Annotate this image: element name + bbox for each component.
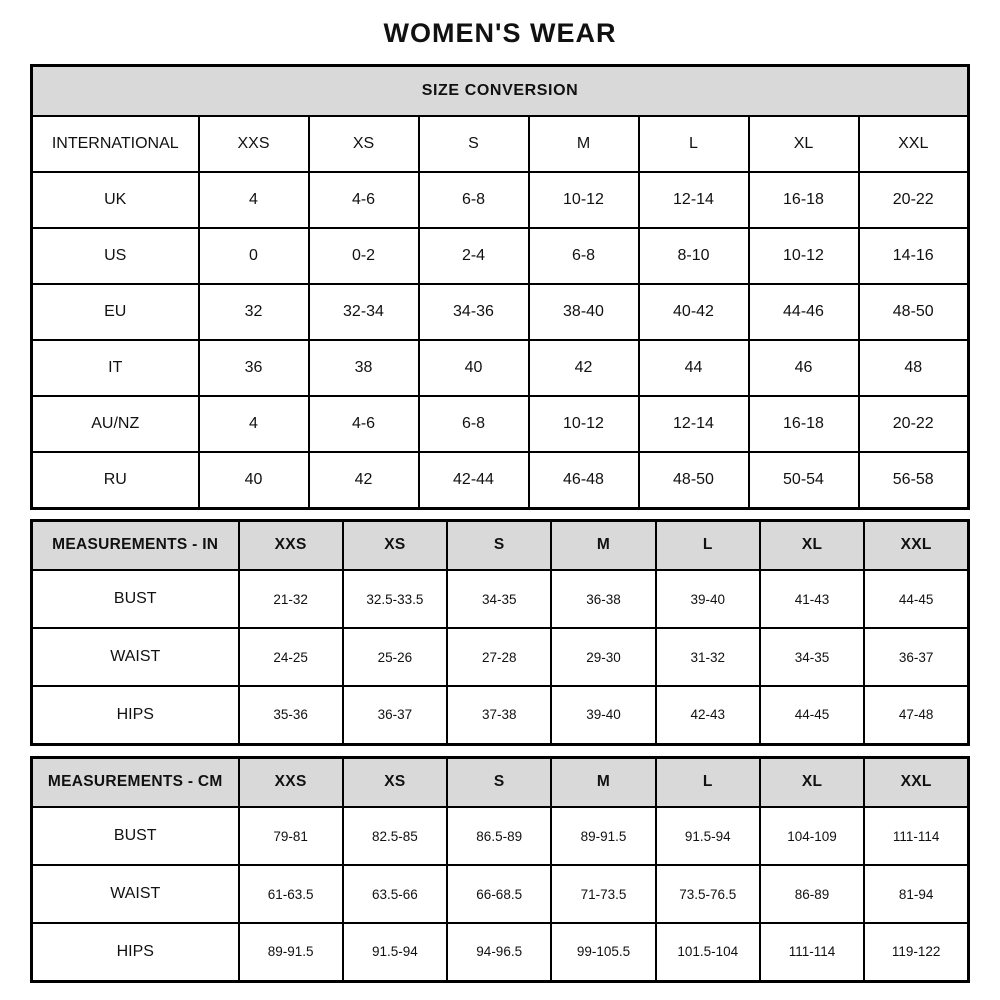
- table-row: [32, 452, 969, 508]
- size-conversion-table: [30, 64, 970, 510]
- value-cell: 44-46: [749, 284, 859, 340]
- value-cell: 99-105.5: [551, 923, 655, 981]
- value-cell: 48: [859, 340, 969, 396]
- size-header-row: [32, 116, 969, 172]
- value-cell: 91.5-94: [343, 923, 447, 981]
- row-label: US: [32, 228, 199, 284]
- value-cell: 119-122: [864, 923, 968, 981]
- size-chart-page: [30, 0, 970, 983]
- value-cell: 71-73.5: [551, 865, 655, 923]
- value-cell: 29-30: [551, 628, 655, 686]
- value-cell: 61-63.5: [239, 865, 343, 923]
- value-cell: 32: [199, 284, 309, 340]
- size-column-header: S: [447, 520, 551, 570]
- value-cell: 12-14: [639, 396, 749, 452]
- value-cell: 86.5-89: [447, 807, 551, 865]
- table-row: [32, 172, 969, 228]
- value-cell: 16-18: [749, 396, 859, 452]
- size-column-header: M: [551, 757, 655, 807]
- value-cell: 47-48: [864, 686, 968, 744]
- value-cell: 20-22: [859, 396, 969, 452]
- table-header-label: INTERNATIONAL: [32, 116, 199, 172]
- size-column-header: XS: [309, 116, 419, 172]
- value-cell: 36-38: [551, 570, 655, 628]
- value-cell: 66-68.5: [447, 865, 551, 923]
- measurements-cm-table: [30, 756, 970, 983]
- value-cell: 111-114: [760, 923, 864, 981]
- size-column-header: XXS: [199, 116, 309, 172]
- page-title: WOMEN'S WEAR: [383, 18, 617, 48]
- size-header-row: [32, 757, 969, 807]
- size-header-row: [32, 520, 969, 570]
- value-cell: 73.5-76.5: [656, 865, 760, 923]
- value-cell: 44-45: [864, 570, 968, 628]
- table-row: [32, 396, 969, 452]
- value-cell: 63.5-66: [343, 865, 447, 923]
- row-label: HIPS: [32, 686, 239, 744]
- value-cell: 40: [199, 452, 309, 508]
- value-cell: 86-89: [760, 865, 864, 923]
- measurements-in-body: [32, 520, 969, 744]
- table-header-label: MEASUREMENTS - CM: [32, 757, 239, 807]
- value-cell: 89-91.5: [239, 923, 343, 981]
- value-cell: 4: [199, 172, 309, 228]
- size-column-header: XXL: [864, 520, 968, 570]
- size-column-header: L: [656, 757, 760, 807]
- value-cell: 38: [309, 340, 419, 396]
- value-cell: 36: [199, 340, 309, 396]
- size-column-header: XL: [760, 757, 864, 807]
- size-column-header: XS: [343, 520, 447, 570]
- value-cell: 4-6: [309, 396, 419, 452]
- row-label: IT: [32, 340, 199, 396]
- row-label: WAIST: [32, 865, 239, 923]
- value-cell: 6-8: [419, 396, 529, 452]
- value-cell: 35-36: [239, 686, 343, 744]
- value-cell: 46: [749, 340, 859, 396]
- table-row: [32, 686, 969, 744]
- value-cell: 42: [309, 452, 419, 508]
- value-cell: 0-2: [309, 228, 419, 284]
- value-cell: 101.5-104: [656, 923, 760, 981]
- measurements-cm-body: [32, 757, 969, 981]
- row-label: HIPS: [32, 923, 239, 981]
- value-cell: 38-40: [529, 284, 639, 340]
- size-column-header: S: [419, 116, 529, 172]
- value-cell: 25-26: [343, 628, 447, 686]
- value-cell: 10-12: [749, 228, 859, 284]
- value-cell: 34-36: [419, 284, 529, 340]
- row-label: WAIST: [32, 628, 239, 686]
- value-cell: 42: [529, 340, 639, 396]
- value-cell: 10-12: [529, 172, 639, 228]
- table-row: [32, 340, 969, 396]
- value-cell: 0: [199, 228, 309, 284]
- value-cell: 32-34: [309, 284, 419, 340]
- value-cell: 37-38: [447, 686, 551, 744]
- value-cell: 50-54: [749, 452, 859, 508]
- size-column-header: M: [551, 520, 655, 570]
- row-label: BUST: [32, 807, 239, 865]
- value-cell: 12-14: [639, 172, 749, 228]
- table-row: [32, 570, 969, 628]
- table-row: [32, 628, 969, 686]
- size-conversion-title-row: [32, 66, 969, 117]
- value-cell: 16-18: [749, 172, 859, 228]
- value-cell: 10-12: [529, 396, 639, 452]
- value-cell: 20-22: [859, 172, 969, 228]
- value-cell: 39-40: [551, 686, 655, 744]
- size-column-header: XXS: [239, 757, 343, 807]
- value-cell: 27-28: [447, 628, 551, 686]
- value-cell: 31-32: [656, 628, 760, 686]
- table-row: [32, 284, 969, 340]
- table-row: [32, 865, 969, 923]
- size-column-header: M: [529, 116, 639, 172]
- value-cell: 24-25: [239, 628, 343, 686]
- value-cell: 104-109: [760, 807, 864, 865]
- size-column-header: L: [639, 116, 749, 172]
- value-cell: 56-58: [859, 452, 969, 508]
- size-column-header: XXS: [239, 520, 343, 570]
- value-cell: 48-50: [859, 284, 969, 340]
- value-cell: 36-37: [343, 686, 447, 744]
- table-row: [32, 807, 969, 865]
- value-cell: 8-10: [639, 228, 749, 284]
- value-cell: 40-42: [639, 284, 749, 340]
- size-column-header: XL: [749, 116, 859, 172]
- value-cell: 94-96.5: [447, 923, 551, 981]
- value-cell: 6-8: [529, 228, 639, 284]
- value-cell: 40: [419, 340, 529, 396]
- value-cell: 46-48: [529, 452, 639, 508]
- size-conversion-body: [32, 116, 969, 508]
- row-label: BUST: [32, 570, 239, 628]
- value-cell: 89-91.5: [551, 807, 655, 865]
- row-label: AU/NZ: [32, 396, 199, 452]
- value-cell: 32.5-33.5: [343, 570, 447, 628]
- table-row: [32, 923, 969, 981]
- value-cell: 82.5-85: [343, 807, 447, 865]
- value-cell: 4: [199, 396, 309, 452]
- value-cell: 48-50: [639, 452, 749, 508]
- measurements-in-table: [30, 519, 970, 746]
- value-cell: 6-8: [419, 172, 529, 228]
- size-column-header: XXL: [859, 116, 969, 172]
- value-cell: 81-94: [864, 865, 968, 923]
- value-cell: 34-35: [760, 628, 864, 686]
- row-label: RU: [32, 452, 199, 508]
- value-cell: 21-32: [239, 570, 343, 628]
- value-cell: 79-81: [239, 807, 343, 865]
- size-column-header: S: [447, 757, 551, 807]
- value-cell: 91.5-94: [656, 807, 760, 865]
- size-column-header: XXL: [864, 757, 968, 807]
- value-cell: 14-16: [859, 228, 969, 284]
- size-conversion-title: SIZE CONVERSION: [32, 66, 969, 117]
- value-cell: 34-35: [447, 570, 551, 628]
- value-cell: 41-43: [760, 570, 864, 628]
- row-label: EU: [32, 284, 199, 340]
- value-cell: 42-43: [656, 686, 760, 744]
- value-cell: 44: [639, 340, 749, 396]
- value-cell: 42-44: [419, 452, 529, 508]
- size-column-header: L: [656, 520, 760, 570]
- table-header-label: MEASUREMENTS - IN: [32, 520, 239, 570]
- row-label: UK: [32, 172, 199, 228]
- value-cell: 36-37: [864, 628, 968, 686]
- size-column-header: XL: [760, 520, 864, 570]
- table-row: [32, 228, 969, 284]
- value-cell: 39-40: [656, 570, 760, 628]
- value-cell: 4-6: [309, 172, 419, 228]
- value-cell: 44-45: [760, 686, 864, 744]
- value-cell: 2-4: [419, 228, 529, 284]
- size-column-header: XS: [343, 757, 447, 807]
- value-cell: 111-114: [864, 807, 968, 865]
